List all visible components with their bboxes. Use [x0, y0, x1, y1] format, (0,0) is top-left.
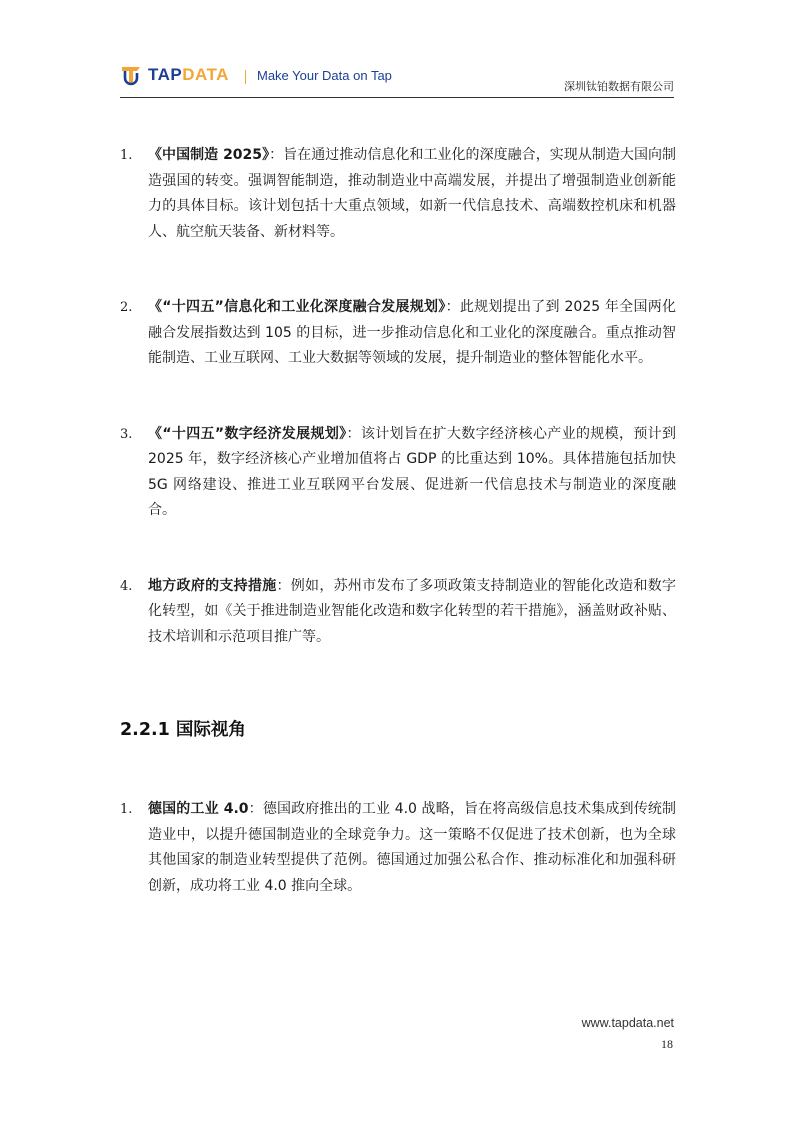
list-item-text: ：旨在通过推动信息化和工业化的深度融合，实现从制造大国向制造强国的转变。强调智能制造，推动制造业中高端发展，并提出了增强制造业创新能力的具体目标。该计划包括十大重点领域，如新一代信息技术、高端数控机床和机器人、航空航天装备、新材料等。: [148, 147, 677, 240]
list-item-title: 德国的工业 4.0: [148, 801, 249, 817]
list-item-text: ：该计划旨在扩大数字经济核心产业的规模，预计到 2025 年，数字经济核心产业增加值将占 GDP 的比重达到 10%。具体措施包括加快 5G 网络建设、推进工业互联网平台发展、促进新一代信息技术与制造业的深度融合。: [148, 425, 677, 518]
footer-url: www.tapdata.net: [581, 1016, 674, 1030]
list-number: 1.: [120, 802, 133, 817]
list-item-title: 《中国制造 2025》: [148, 147, 270, 163]
tapdata-logo: [120, 64, 229, 86]
list-item: [120, 574, 676, 651]
company-name: 深圳钛铂数据有限公司: [564, 80, 674, 93]
page-header: [120, 60, 674, 98]
list-number: 1.: [120, 148, 133, 163]
tapdata-logo-icon: [120, 64, 144, 86]
list-item: [120, 797, 676, 899]
list-item: [120, 422, 676, 524]
page-number: 18: [661, 1037, 673, 1051]
list-number: 4.: [120, 578, 133, 594]
international-list: [120, 797, 676, 899]
list-item-title: 地方政府的支持措施: [148, 577, 277, 594]
list-item-text: ：德国政府推出的工业 4.0 战略，旨在将高级信息技术集成到传统制造业中，以提升德国制造业的全球竞争力。这一策略不仅促进了技术创新，也为全球其他国家的制造业转型提供了范例。德国通过加强公私合作、推动标准化和加强科研创新，成功将工业 4.0 推向全球。: [148, 801, 676, 894]
policy-list: [120, 143, 676, 650]
list-number: 2.: [120, 300, 133, 315]
list-item-title: 《“十四五”信息化和工业化深度融合发展规划》: [148, 299, 446, 315]
list-item: [120, 143, 676, 245]
header-separator: [245, 70, 246, 84]
list-item: [120, 295, 676, 372]
list-number: 3.: [120, 426, 133, 442]
list-item-text: ：此规划提出了到 2025 年全国两化融合发展指数达到 105 的目标，进一步推动信息化和工业化的深度融合。重点推动智能制造、工业互联网、工业大数据等领域的发展，提升制造业的整体智能化水平。: [148, 299, 677, 366]
section-heading: 2.2.1 国际视角: [120, 720, 246, 740]
logo-wordmark: TAPDATA: [148, 65, 229, 84]
list-item-title: 《“十四五”数字经济发展规划》: [148, 425, 347, 442]
list-item-text: ：例如，苏州市发布了多项政策支持制造业的智能化改造和数字化转型，如《关于推进制造业智能化改造和数字化转型的若干措施》，涵盖财政补贴、技术培训和示范项目推广等。: [148, 577, 676, 645]
header-tagline: Make Your Data on Tap: [257, 68, 392, 83]
